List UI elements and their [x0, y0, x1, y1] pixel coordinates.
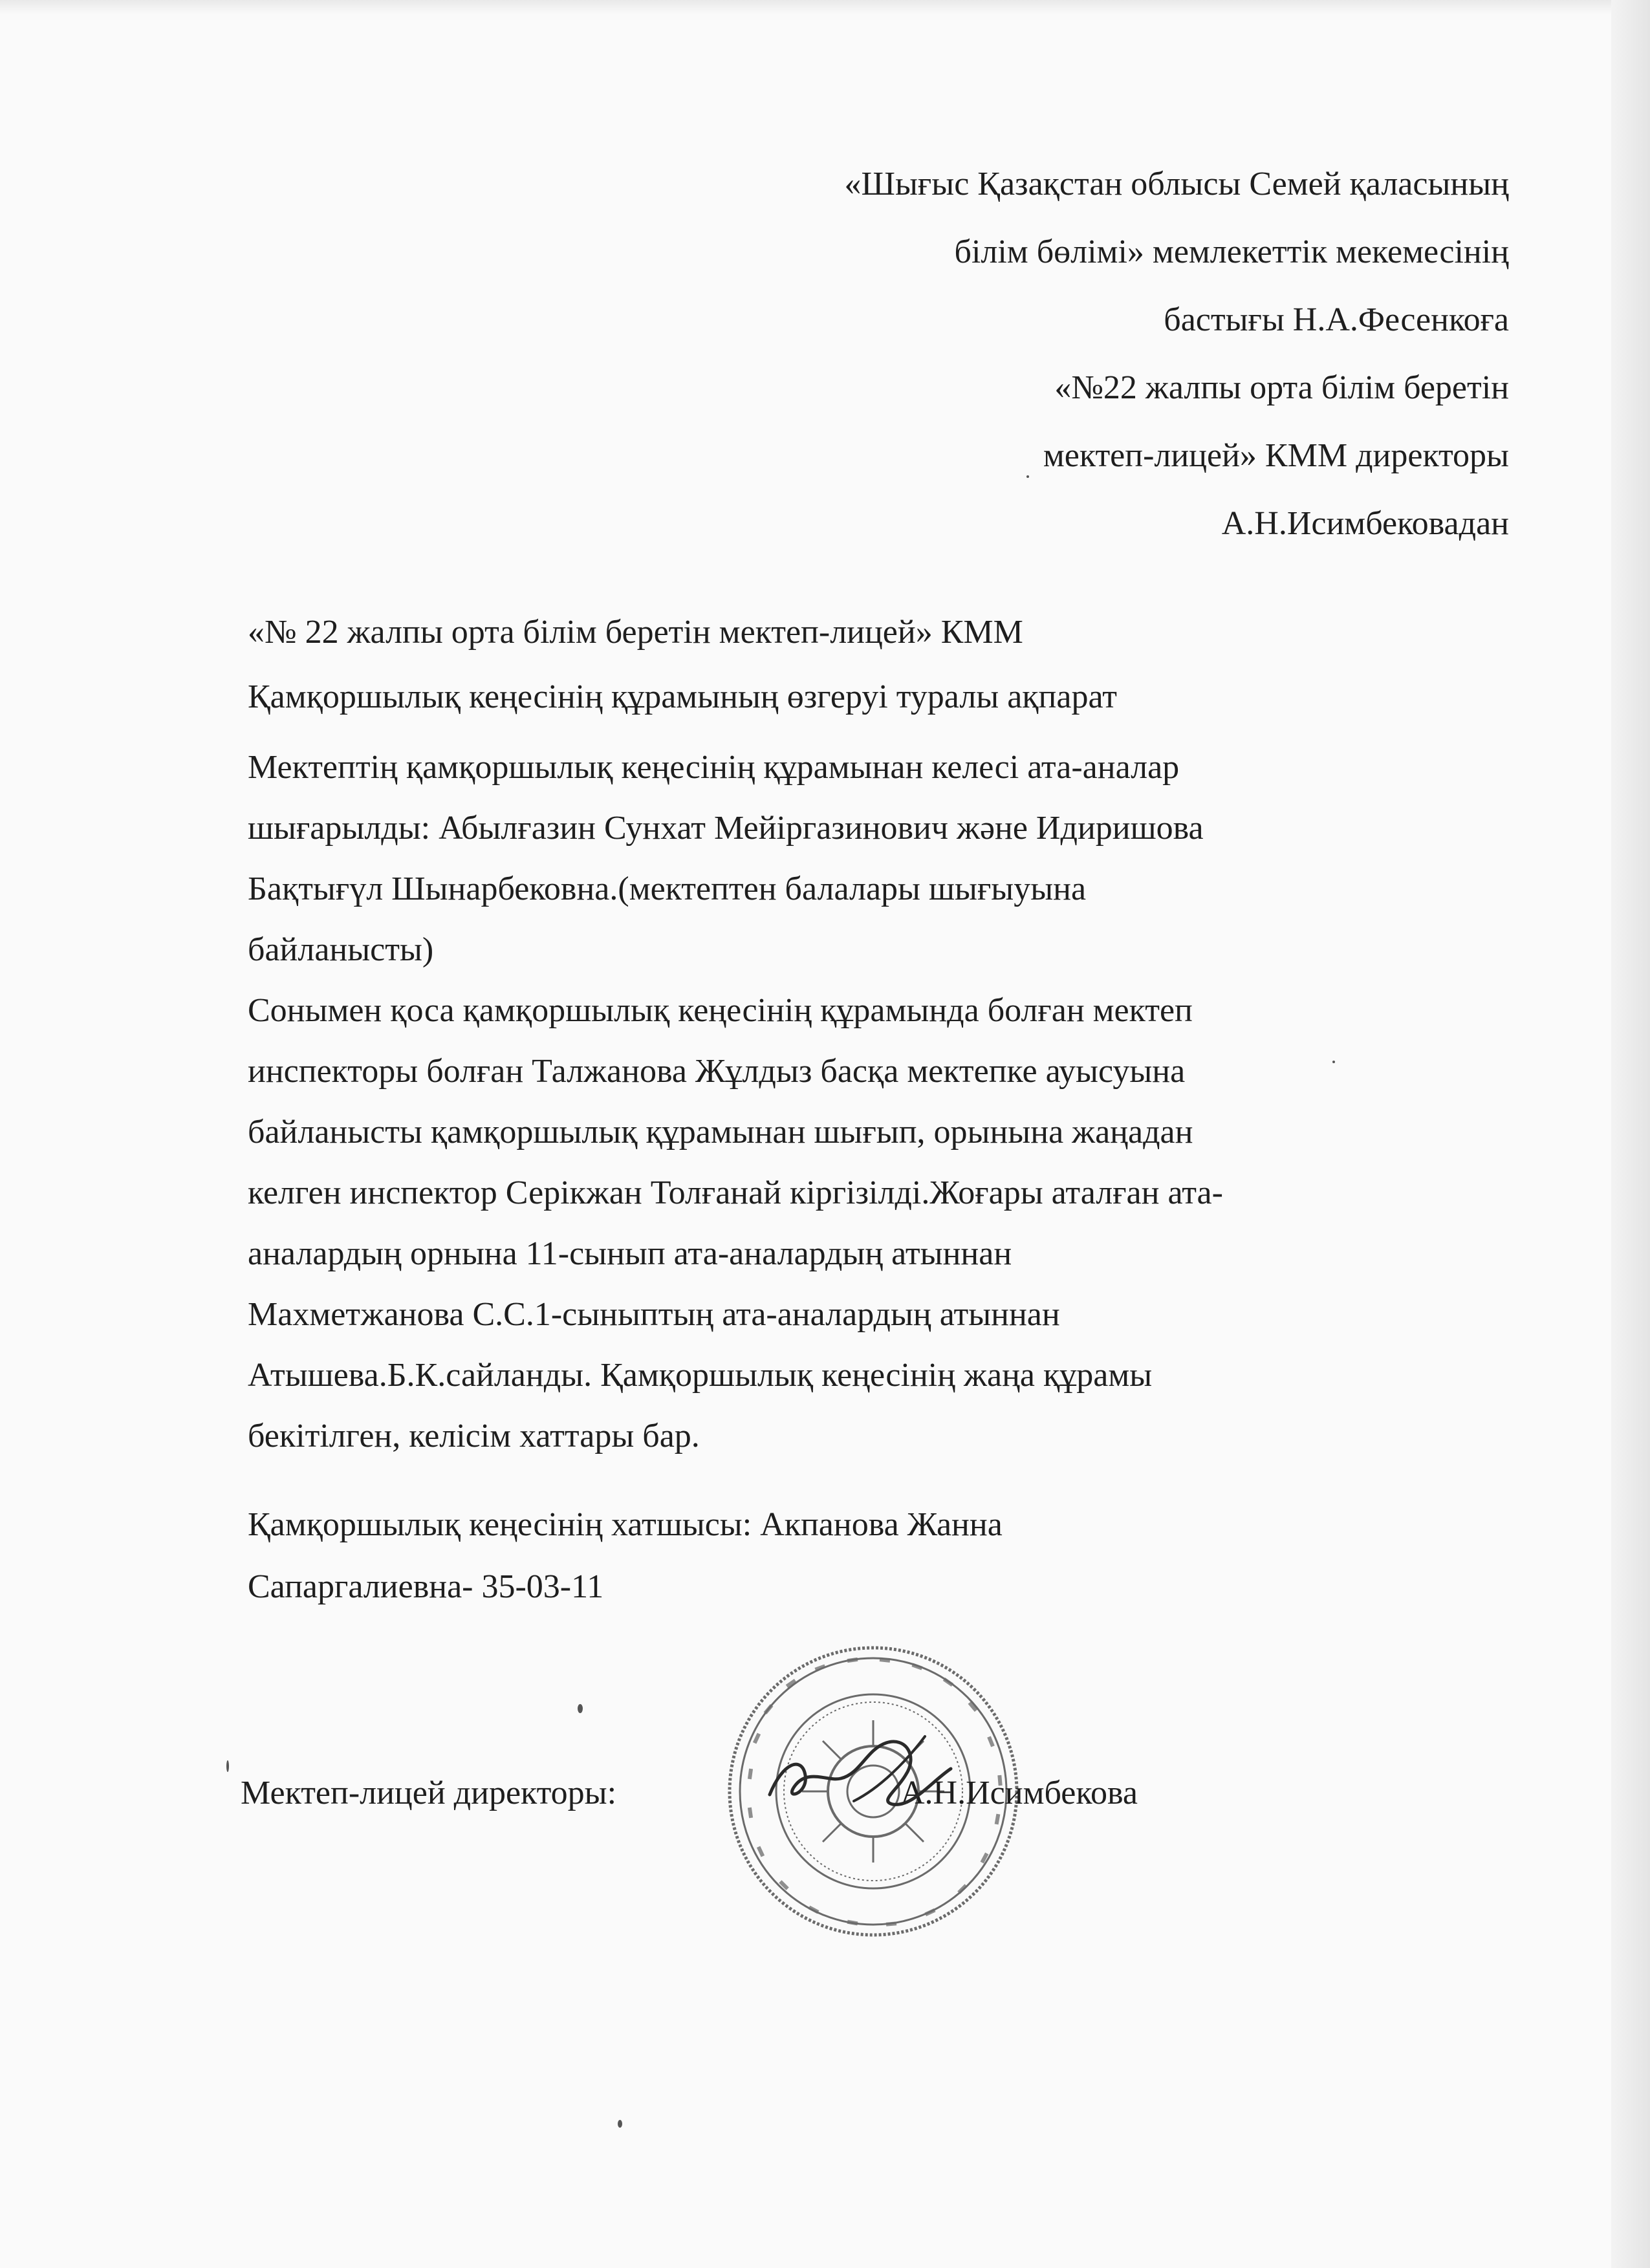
secretary-line: Сапаргалиевна- 35-03-11 — [248, 1568, 604, 1605]
body-line: Махметжанова С.С.1-сыныптың ата-аналардың атыннан — [248, 1296, 1060, 1333]
scan-speck — [1332, 1061, 1335, 1063]
body-line: шығарылды: Абылғазин Сунхат Мейіргазинович және Идиришова — [248, 810, 1204, 847]
addressee-line: білім бөлімі» мемлекеттік мекемесінің — [954, 233, 1509, 270]
title-line: «№ 22 жалпы орта білім беретін мектеп-лицей» КММ — [248, 614, 1023, 651]
body-line: Бақтығүл Шынарбековна.(мектептен балалары шығыуына — [248, 870, 1087, 907]
scan-speck — [1026, 475, 1029, 478]
body-line: инспекторы болған Талжанова Жұлдыз басқа мектепке ауысуына — [248, 1053, 1186, 1090]
document-title — [248, 600, 1477, 729]
addressee-line: мектеп-лицей» КММ директоры — [1043, 437, 1509, 474]
body-line: Атышева.Б.К.сайланды. Қамқоршылық кеңесінің жаңа құрамы — [248, 1357, 1153, 1394]
addressee-line: «Шығыс Қазақстан облысы Семей қаласының — [844, 166, 1509, 202]
scan-edge-right — [1611, 0, 1650, 2268]
secretary-line: Қамқоршылық кеңесінің хатшысы: Акпанова Жанна — [248, 1506, 1003, 1543]
addressee-line: «№22 жалпы орта білім беретін — [1054, 369, 1509, 406]
body-line: аналардың орнына 11-сынып ата-аналардың атыннан — [248, 1235, 1012, 1272]
body-line: Мектептің қамқоршылық кеңесінің құрамынан келесі ата-аналар — [248, 749, 1180, 786]
handwritten-signature — [757, 1723, 990, 1827]
addressee-line: бастығы Н.А.Фесенкоға — [1164, 301, 1509, 338]
scan-edge-top — [0, 0, 1650, 14]
secretary-block — [248, 1494, 1477, 1618]
document-body — [248, 737, 1509, 1467]
body-line: байланысты) — [248, 931, 434, 968]
title-line: Қамқоршылық кеңесінің құрамының өзгеруі туралы ақпарат — [248, 678, 1117, 715]
body-line: Сонымен қоса қамқоршылық кеңесінің құрамында болған мектеп — [248, 992, 1193, 1029]
scan-speck — [578, 1704, 583, 1713]
director-label: Мектеп-лицей директоры: — [241, 1775, 617, 1811]
director-name: А.Н.Исимбекова — [900, 1775, 1138, 1811]
scan-speck — [618, 2120, 622, 2128]
body-line: бекітілген, келісім хаттары бар. — [248, 1418, 700, 1454]
body-line: байланысты қамқоршылық құрамынан шығып, орынына жаңадан — [248, 1114, 1193, 1150]
addressee-block — [409, 150, 1509, 557]
scan-speck — [226, 1760, 229, 1772]
addressee-line: А.Н.Исимбековадан — [1221, 505, 1509, 542]
body-line: келген инспектор Серікжан Толғанай кіргізілді.Жоғары аталған ата- — [248, 1174, 1223, 1211]
